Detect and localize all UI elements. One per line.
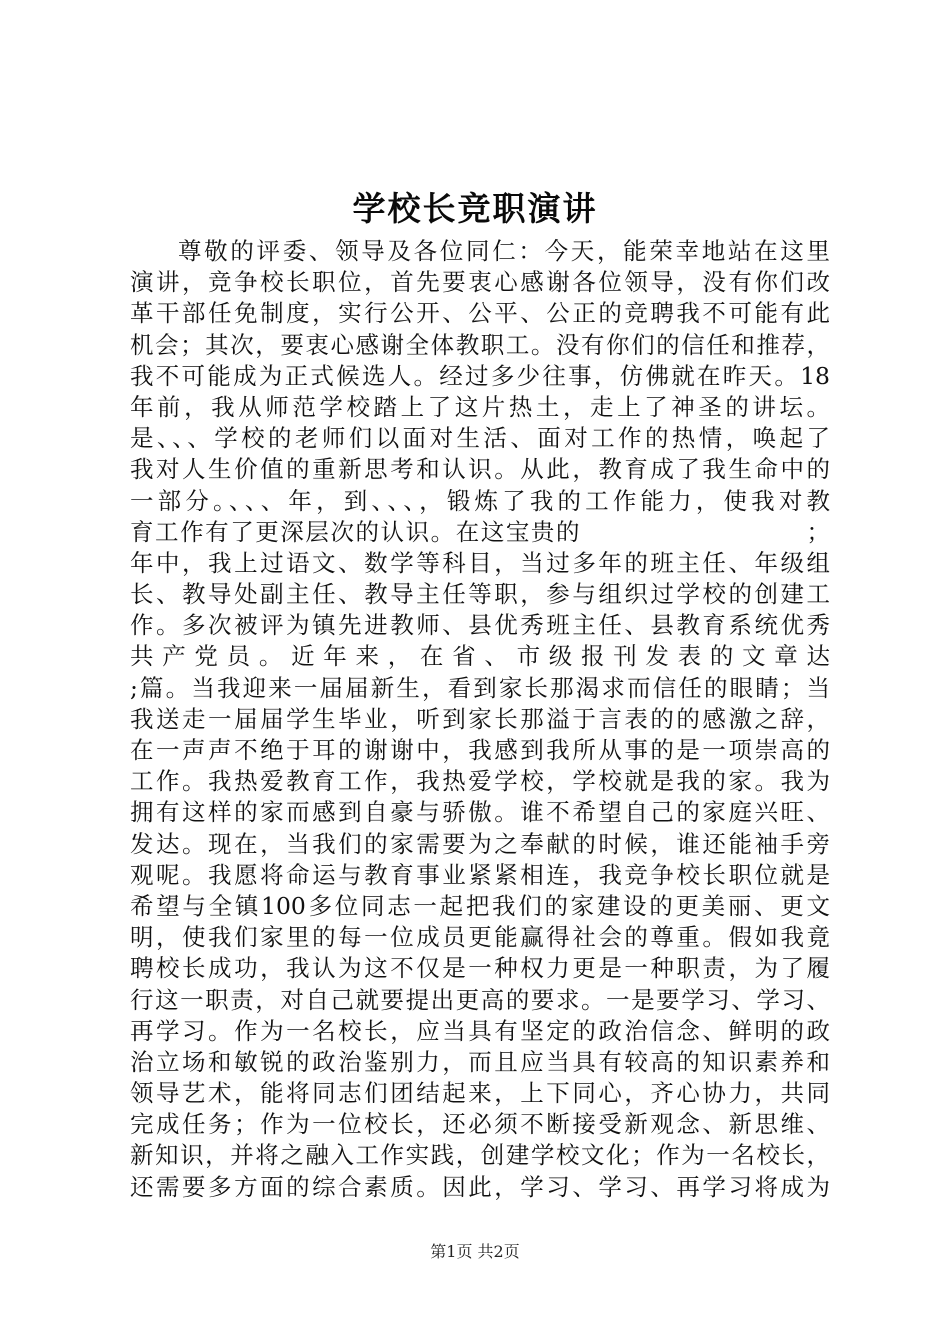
body-line: 领导艺术，能将同志们团结起来，上下同心，齐心协力，共同 (130, 1079, 830, 1108)
body-line: 革干部任免制度，实行公开、公平、公正的竞聘我不可能有此 (130, 299, 830, 328)
body-line: 一部分。、、、年，到、、、，锻炼了我的工作能力，使我对教 (130, 486, 830, 515)
body-line: 年前，我从师范学校踏上了这片热土，走上了神圣的讲坛。 (130, 392, 830, 421)
body-line: 年中，我上过语文、数学等科目，当过多年的班主任、年级组 (130, 548, 830, 577)
body-line: 机会；其次，要衷心感谢全体教职工。没有你们的信任和推荐， (130, 330, 830, 359)
document-title: 学校长竞职演讲 (352, 189, 598, 228)
body-line: 演讲，竞争校长职位，首先要衷心感谢各位领导，没有你们改 (130, 268, 830, 297)
body-line: 新知识，并将之融入工作实践，创建学校文化；作为一名校长， (130, 1141, 830, 1170)
body-line: 治立场和敏锐的政治鉴别力，而且应当具有较高的知识素养和 (130, 1047, 830, 1076)
page-footer: 第1页 共2页 (430, 1242, 520, 1261)
body-line: 观呢。我愿将命运与教育事业紧紧相连，我竞争校长职位就是 (130, 860, 830, 889)
body-line: 发达。现在，当我们的家需要为之奉献的时候，谁还能袖手旁 (130, 829, 830, 858)
body-line: 明，使我们家里的每一位成员更能赢得社会的尊重。假如我竟 (130, 923, 830, 952)
body-line: 在一声声不绝于耳的谢谢中，我感到我所从事的是一项崇高的 (130, 736, 830, 764)
body-line: 还需要多方面的综合素质。因此，学习、学习、再学习将成为 (130, 1172, 830, 1201)
body-line: 共产党员。近年来，在省、市级报刊发表的文章达 (130, 642, 830, 671)
body-line: 长、教导处副主任、教导主任等职，参与组织过学校的创建工 (130, 580, 830, 609)
body-line: ;篇。当我迎来一届届新生，看到家长那渴求而信任的眼睛；当 (130, 673, 830, 702)
body-line: 我送走一届届学生毕业，听到家长那溢于言表的的感激之辞， (130, 704, 830, 733)
body-line: 完成任务；作为一位校长，还必须不断接受新观念、新思维、 (130, 1110, 830, 1139)
body-line: 育工作有了更深层次的认识。在这宝贵的 ； (130, 517, 830, 546)
body-line: 工作。我热爱教育工作，我热爱学校，学校就是我的家。我为 (130, 767, 830, 796)
body-line: 我对人生价值的重新思考和认识。从此，教育成了我生命中的 (130, 455, 830, 484)
body-line: 尊敬的评委、领导及各位同仁：今天，能荣幸地站在这里 (178, 237, 830, 265)
body-line: 是、、、学校的老师们以面对生活、面对工作的热情，唤起了 (130, 424, 830, 453)
body-line: 再学习。作为一名校长，应当具有坚定的政治信念、鲜明的政 (130, 1016, 830, 1045)
document-body (130, 236, 830, 1203)
body-line: 希望与全镇100多位同志一起把我们的家建设的更美丽、更文 (130, 891, 830, 920)
body-line: 聘校长成功，我认为这不仅是一种权力更是一种职责，为了履 (130, 954, 830, 983)
body-line: 作。多次被评为镇先进教师、县优秀班主任、县教育系统优秀 (130, 611, 830, 640)
body-line: 行这一职责，对自己就要提出更高的要求。一是要学习、学习、 (130, 985, 830, 1014)
body-line: 拥有这样的家而感到自豪与骄傲。谁不希望自己的家庭兴旺、 (130, 798, 830, 827)
body-line: 我不可能成为正式候选人。经过多少往事，仿佛就在昨天。18 (130, 361, 830, 390)
